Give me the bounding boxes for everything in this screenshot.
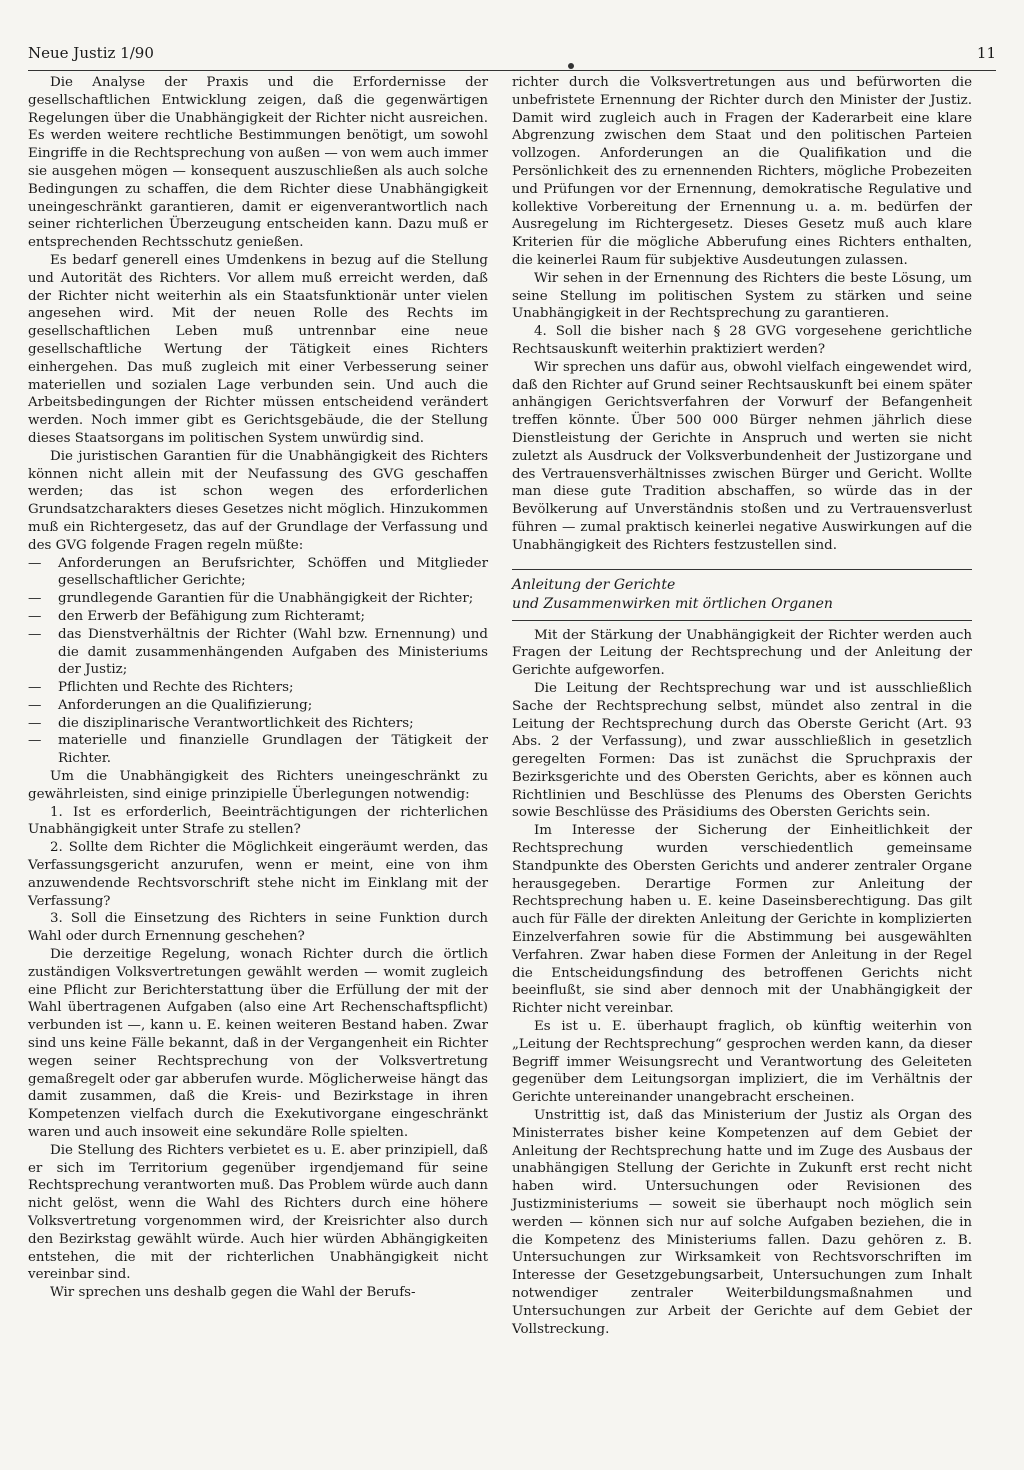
paragraph: Im Interesse der Sicherung der Einheitlichkeit der Rechtsprechung wurden verschiedentlich gemeinsame Standpunkte des Obersten Gerichts und anderer zentraler Organe herausgegeben. Derartige Formen zur Anleitung der Rechtsprechung haben u. E. keine Daseinsberechtigung. Das gilt auch für Fälle der direkten Anleitung der Gerichte in komplizierten Einzelverfahren sowie für die Abstimmung bei ausgewählten Verfahren. Zwar haben diese Formen der Anleitung in der Regel die Entscheidungsfindung des betroffenen Gerichts nicht beeinflußt, sie sind aber dennoch mit der Unabhängigkeit der Richter nicht vereinbar. [512, 823, 972, 1017]
list-item: — materielle und finanzielle Grundlagen der Tätigkeit der Richter. [28, 733, 488, 767]
list-item-text: materielle und finanzielle Grundlagen der Tätigkeit der Richter. [58, 733, 488, 767]
paragraph: Die Leitung der Rechtsprechung war und ist ausschließlich Sache der Rechtsprechung selbst, mündet also zentral in die Leitung der Rechtsprechung durch das Oberste Gericht (Art. 93 Abs. 2 der Verfassung), und zwar ausschließlich in gesetzlich geregelten Formen: Das ist zunächst die Spruchpraxis der Bezirksgerichte und des Obersten Gerichts, aber es können auch Richtlinien und Beschlüsse des Plenums des Obersten Gerichts sowie Beschlüsse des Präsidiums des Obersten Gerichts sein. [512, 680, 972, 821]
question-3: 3. Soll die Einsetzung des Richters in seine Funktion durch Wahl oder durch Ernennung geschehen? [28, 911, 488, 945]
list-item: — Anforderungen an Berufsrichter, Schöffen und Mitglieder gesellschaftlicher Gerichte; [28, 555, 488, 589]
requirements-list [28, 555, 488, 769]
paragraph: Wir sprechen uns deshalb gegen die Wahl der Berufs- [50, 1285, 416, 1301]
page-header [28, 44, 996, 71]
list-item-text: Pflichten und Rechte des Richters; [58, 680, 294, 696]
paragraph: Die derzeitige Regelung, wonach Richter durch die örtlich zuständigen Volksvertretungen gewählt werden — womit zugleich eine Pflicht zur Berichterstattung über die Erfüllung der mit der Wahl übertragenen Aufgaben (also eine Art Rechenschaftspflicht) verbunden ist —, kann u. E. keinen weiteren Bestand haben. Zwar sind uns keine Fälle bekannt, daß in der Vergangenheit ein Richter wegen seiner Rechtsprechung von der Volksvertretung gemaßregelt oder gar abberufen wurde. Möglicherweise hängt das damit zusammen, daß die Kreis- und Bezirkstage in ihren Kompetenzen vielfach durch die Exekutivorgane eingeschränkt waren und auch insoweit eine sekundäre Rolle spielten. [28, 947, 488, 1141]
question-2: 2. Sollte dem Richter die Möglichkeit eingeräumt werden, das Verfassungsgericht anzurufen, wenn er meint, eine von ihm anzuwendende Rechtsvorschrift stehe nicht im Einklang mit der Verfassung? [28, 840, 488, 909]
right-column [512, 74, 972, 1338]
section-heading-line-1: Anleitung der Gerichte [512, 576, 676, 593]
list-item: — Pflichten und Rechte des Richters; [28, 680, 294, 696]
question-1: 1. Ist es erforderlich, Beeinträchtigungen der richterlichen Unabhängigkeit unter Strafe zu stellen? [28, 804, 488, 838]
list-item-text: die disziplinarische Verantwortlichkeit des Richters; [58, 715, 414, 731]
list-item-text: Anforderungen an die Qualifizierung; [58, 697, 313, 713]
journal-title: Neue Justiz 1/90 [28, 44, 154, 62]
section-heading-line-2: und Zusammenwirken mit örtlichen Organen [512, 595, 833, 612]
paragraph: Wir sehen in der Ernennung des Richters die beste Lösung, um seine Stellung im politischen System zu stärken und seine Unabhängigkeit in der Rechtsprechung zu garantieren. [512, 270, 972, 322]
list-item-text: Anforderungen an Berufsrichter, Schöffen und Mitglieder gesellschaftlicher Gerichte; [58, 555, 488, 589]
list-item: — Anforderungen an die Qualifizierung; [28, 697, 313, 713]
left-column [28, 74, 488, 1302]
paragraph: Mit der Stärkung der Unabhängigkeit der Richter werden auch Fragen der Leitung der Rechtsprechung und der Anleitung der Gerichte aufgeworfen. [512, 627, 972, 679]
paragraph: Die juristischen Garantien für die Unabhängigkeit des Richters können nicht allein mit der Neufassung des GVG geschaffen werden; das ist schon wegen des erforderlichen Grundsatzcharakters dieses Gesetzes nicht möglich. Hinzukommen muß ein Richtergesetz, das auf der Grundlage der Verfassung und des GVG folgende Fragen regeln müßte: [28, 448, 488, 553]
header-dot [568, 63, 574, 69]
paragraph: Die Stellung des Richters verbietet es u. E. aber prinzipiell, daß er sich im Territorium gegenüber irgendjemand für seine Rechtsprechung verantworten muß. Das Problem würde auch dann nicht gelöst, wenn die Wahl des Richters durch eine höhere Volksvertretung vorgenommen wird, der Kreisrichter also durch den Bezirkstag gewählt würde. Auch hier würden Abhängigkeiten entstehen, die mit der richterlichen Unabhängigkeit nicht vereinbar sind. [28, 1142, 488, 1283]
paragraph: Es bedarf generell eines Umdenkens in bezug auf die Stellung und Autorität des Richters. Vor allem muß erreicht werden, daß der Richter nicht weiterhin als ein Staatsfunktionär unter vielen angesehen wird. Mit der neuen Rolle des Rechts im gesellschaftlichen Leben muß untrennbar eine neue gesellschaftliche Wertung der Tätigkeit eines Richters einhergehen. Das muß zugleich mit einer Verbesserung seiner materiellen und sozialen Lage verbunden sein. Und auch die Arbeitsbedingungen der Richter müssen entscheidend verändert werden. Noch immer gibt es Gerichtsgebäude, die der Stellung dieses Staatsorgans im politischen System unwürdig sind. [28, 252, 488, 446]
page-number: 11 [976, 44, 996, 62]
list-item: — die disziplinarische Verantwortlichkeit des Richters; [28, 715, 414, 731]
list-item: — den Erwerb der Befähigung zum Richteramt; [28, 608, 365, 624]
section-heading [512, 569, 972, 621]
paragraph: Es ist u. E. überhaupt fraglich, ob künftig weiterhin von „Leitung der Rechtsprechung“ gesprochen werden kann, da dieser Begriff immer Weisungsrecht und Verantwortung des Geleiteten gegenüber dem Leitungsorgan impliziert, die im Verhältnis der Gerichte untereinander unangebracht erscheinen. [512, 1019, 972, 1106]
paragraph: Wir sprechen uns dafür aus, obwohl vielfach eingewendet wird, daß den Richter auf Grund seiner Rechtsauskunft bei einem später anhängigen Gerichtsverfahren der Vorwurf der Befangenheit treffen könnte. Über 500 000 Bürger nehmen jährlich diese Dienstleistung der Gerichte in Anspruch und werten sie nicht zuletzt als Ausdruck der Volksverbundenheit der Justizorgane und des Vertrauensverhältnisses zwischen Bürger und Gericht. Wollte man diese gute Tradition abschaffen, so würde das in der Bevölkerung auf Unverständnis stoßen und zu Vertrauensverlust führen — zumal praktisch keinerlei negative Auswirkungen auf die Unabhängigkeit des Richters festzustellen sind. [512, 359, 972, 553]
paragraph: Die Analyse der Praxis und die Erfordernisse der gesellschaftlichen Entwicklung zeigen, daß die gegenwärtigen Regelungen über die Unabhängigkeit der Richter nicht ausreichen. Es werden weitere rechtliche Bestimmungen benötigt, um sowohl Eingriffe in die Rechtsprechung von außen — von wem auch immer sie ausgehen mögen — konsequent auszuschließen als auch solche Bedingungen zu schaffen, die dem Richter diese Unabhängigkeit uneingeschränkt garantieren, damit er eigenverantwortlich nach seiner richterlichen Überzeugung entscheiden kann. Dazu muß er entsprechenden Rechtsschutz genießen. [28, 75, 488, 251]
list-item: — das Dienstverhältnis der Richter (Wahl bzw. Ernennung) und die damit zusammenhängenden Aufgaben des Ministeriums der Justiz; [28, 626, 488, 678]
paragraph: Unstrittig ist, daß das Ministerium der Justiz als Organ des Ministerrates bisher keine Kompetenzen auf dem Gebiet der Anleitung der Rechtsprechung hatte und im Zuge des Ausbaus der unabhängigen Stellung der Gerichte in Zukunft erst recht nicht haben wird. Untersuchungen oder Revisionen des Justizministeriums — soweit sie überhaupt noch möglich sein werden — können sich nur auf solche Aufgaben beziehen, die in die Kompetenz des Ministeriums fallen. Dazu gehören z. B. Untersuchungen zur Wirksamkeit von Rechtsvorschriften im Interesse der Gesetzgebungsarbeit, Untersuchungen zum Inhalt notwendiger zentraler Weiterbildungsmaßnahmen und Untersuchungen zur Arbeit der Gerichte auf dem Gebiet der Vollstreckung. [512, 1108, 972, 1337]
list-item-text: den Erwerb der Befähigung zum Richteramt; [58, 608, 365, 624]
paragraph-continuation: richter durch die Volksvertretungen aus und befürworten die unbefristete Ernennung der Richter durch den Minister der Justiz. Damit wird zugleich auch in Fragen der Kaderarbeit eine klare Abgrenzung zwischen dem Staat und den politischen Parteien vollzogen. Anforderungen an die Qualifikation und die Persönlichkeit des zu ernennenden Richters, mögliche Probezeiten und Prüfungen vor der Ernennung, demokratische Regulative und kollektive Vorbereitung der Ernennung u. a. m. bedürfen der Ausregelung im Richtergesetz. Dieses Gesetz muß auch klare Kriterien für die mögliche Abberufung eines Richters enthalten, die keinerlei Raum für subjektive Ausdeutungen zulassen. [512, 75, 972, 268]
list-item: — grundlegende Garantien für die Unabhängigkeit der Richter; [28, 591, 474, 607]
list-item-text: grundlegende Garantien für die Unabhängigkeit der Richter; [58, 591, 474, 607]
paragraph: Um die Unabhängigkeit des Richters uneingeschränkt zu gewährleisten, sind einige prinzipielle Überlegungen notwendig: [28, 769, 488, 802]
list-item-text: das Dienstverhältnis der Richter (Wahl bzw. Ernennung) und die damit zusammenhängenden Aufgaben des Ministeriums der Justiz; [58, 626, 488, 678]
question-4: 4. Soll die bisher nach § 28 GVG vorgesehene gerichtliche Rechtsauskunft weiterhin praktiziert werden? [512, 324, 972, 357]
